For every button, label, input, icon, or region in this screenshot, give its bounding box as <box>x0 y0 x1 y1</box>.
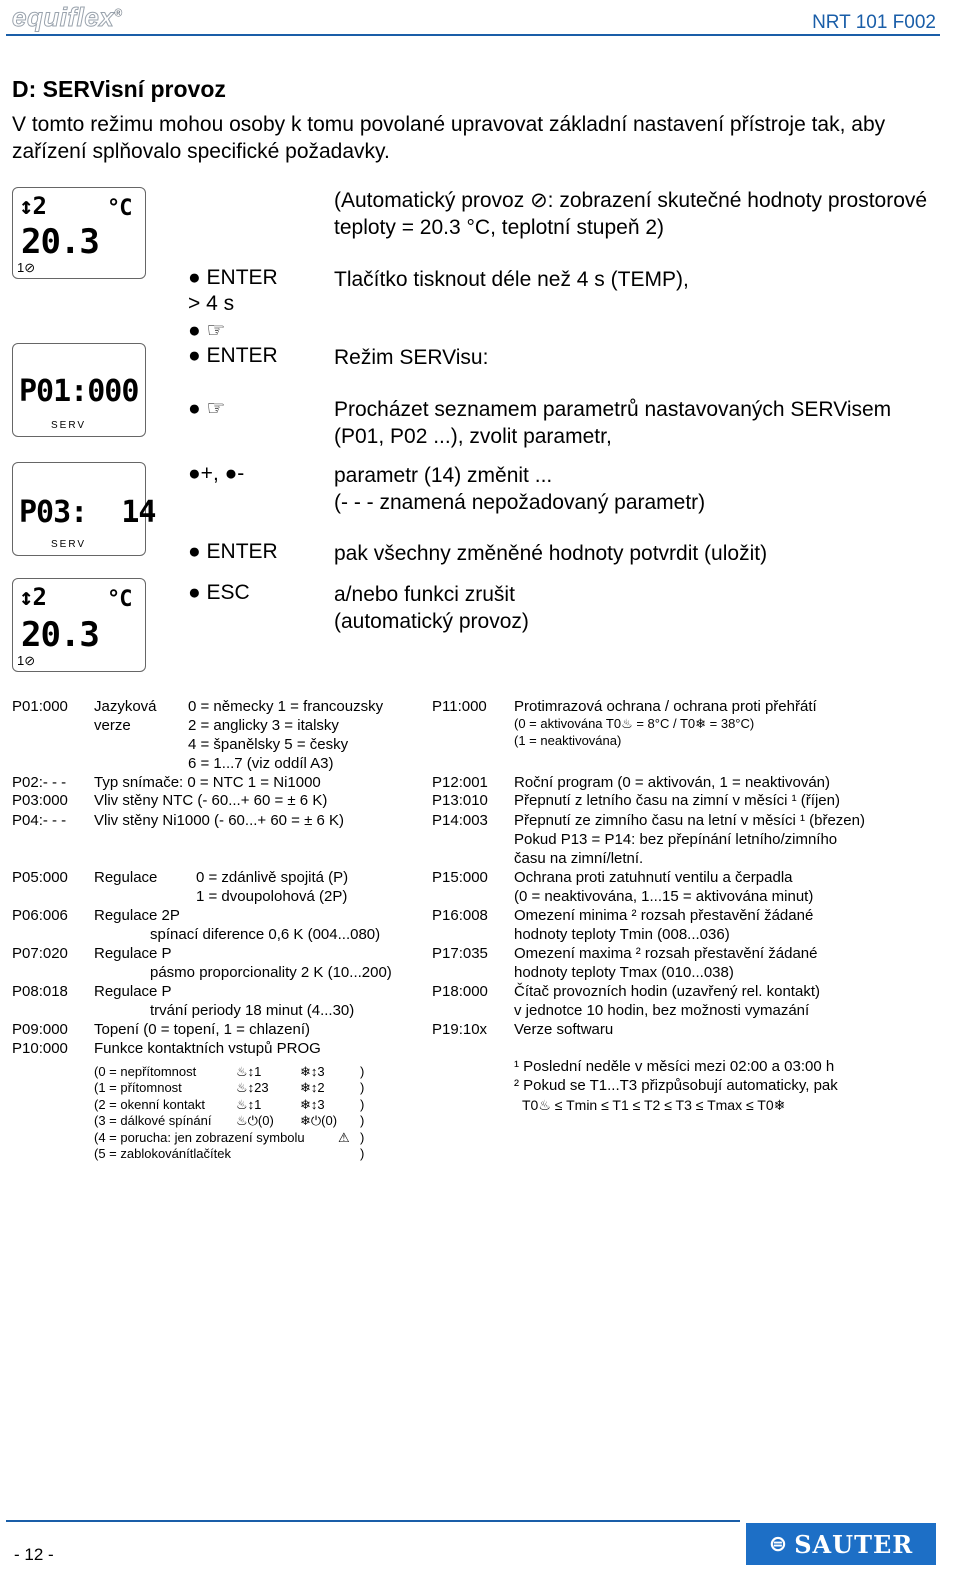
param-code: P15:000 <box>432 869 488 886</box>
param-code: P04:- - - <box>12 812 67 829</box>
param-value: 6 = 1...7 (viz oddíl A3) <box>188 755 334 772</box>
param-value: trvání periody 18 minut (4...30) <box>150 1002 355 1019</box>
key-esc: ● ESC <box>188 581 250 604</box>
lcd-temperature: 20.3 <box>21 615 99 655</box>
param-code: P11:000 <box>432 698 487 715</box>
prog-cool-symbol: ❄↕3 <box>300 1097 325 1112</box>
lcd-display-p03 <box>12 462 156 556</box>
key-enter: ● ENTER <box>188 266 278 289</box>
param-value: 4 = španělsky 5 = česky <box>188 736 349 753</box>
param-name: Vliv stěny NTC (- 60...+ 60 = ± 6 K) <box>94 792 328 809</box>
lcd-auto-icon: 1⊘ <box>17 653 36 668</box>
param-code: P18:000 <box>432 983 488 1000</box>
lcd-display-auto <box>12 187 146 279</box>
lcd-temperature: 20.3 <box>21 222 99 262</box>
document-id: NRT 101 F002 <box>812 12 936 33</box>
section-intro: V tomto režimu mohou osoby k tomu povolané upravovat základní nastavení přístroje tak, aby zařízení splňovalo specifické požadavky. <box>12 113 886 163</box>
prog-bracket: ) <box>360 1146 365 1161</box>
param-name: verze <box>94 717 131 734</box>
param-value: pásmo proporcionality 2 K (10...200) <box>150 964 392 981</box>
step-browse-params: Procházet seznamem parametrů nastavovaných SERVisem (P01, P02 ...), zvolit parametr, <box>334 398 892 448</box>
page-number: - 12 - <box>14 1545 54 1564</box>
param-description: Verze softwaru <box>514 1021 614 1038</box>
param-code: P02:- - - <box>12 774 67 791</box>
param-code: P07:020 <box>12 945 68 962</box>
step-service-mode: Režim SERVisu: <box>334 346 489 369</box>
param-name: Topení (0 = topení, 1 = chlazení) <box>94 1021 310 1038</box>
param-code: P17:035 <box>432 945 488 962</box>
lcd-display-p01 <box>12 343 146 437</box>
lcd-level: ↕2 <box>19 192 46 220</box>
step-hold-description: Tlačítko tisknout déle než 4 s (TEMP), <box>334 268 689 291</box>
prog-option: (1 = přítomnost <box>94 1080 182 1095</box>
param-description: Čítač provozních hodin (uzavřený rel. kontakt) <box>514 983 820 1000</box>
prog-cool-symbol: ❄⏻(0) <box>300 1113 338 1128</box>
param-code: P10:000 <box>12 1040 68 1057</box>
prog-heat-symbol: ⚠ <box>338 1130 350 1145</box>
param-description: Protimrazová ochrana / ochrana proti přehřátí <box>514 698 817 715</box>
prog-option: (0 = nepřítomnost <box>94 1064 197 1079</box>
param-code: P08:018 <box>12 983 68 1000</box>
header-rule <box>6 34 940 36</box>
equiflex-logo: equiflex® <box>12 2 123 32</box>
key-turn-icon: ● ☞ <box>188 319 226 342</box>
param-description: hodnoty teploty Tmin (008...036) <box>514 926 730 943</box>
prog-heat-symbol: ♨↕1 <box>236 1097 262 1112</box>
param-description: hodnoty teploty Tmax (010...038) <box>514 964 734 981</box>
step-confirm: pak všechny změněné hodnoty potvrdit (uložit) <box>334 542 768 565</box>
footnote-1: ¹ Poslední neděle v měsíci mezi 02:00 a 03:00 h <box>514 1058 835 1075</box>
param-code: P01:000 <box>12 698 68 715</box>
prog-bracket: ) <box>360 1130 365 1145</box>
step-auto-description: (Automatický provoz ⊘: zobrazení skutečné hodnoty prostorové teploty = 20.3 °C, teplotní stupeň 2) <box>334 189 928 239</box>
lcd-auto-icon: 1⊘ <box>17 260 36 275</box>
param-description: Ochrana proti zatuhnutí ventilu a čerpadla <box>514 869 793 886</box>
param-name: Regulace P <box>94 945 172 962</box>
param-description: (0 = neaktivována, 1...15 = aktivována minut) <box>514 888 814 905</box>
param-name: Regulace 2P <box>94 907 180 924</box>
sauter-logo-icon: ⊜ <box>768 1531 789 1557</box>
param-name: Vliv stěny Ni1000 (- 60...+ 60 = ± 6 K) <box>94 812 345 829</box>
param-name: Regulace <box>94 869 158 886</box>
lcd-parameter: P03: 14 <box>19 495 156 530</box>
prog-heat-symbol: ♨↕23 <box>236 1080 269 1095</box>
prog-cool-symbol: ❄↕2 <box>300 1080 325 1095</box>
param-name: Typ snímače: 0 = NTC 1 = Ni1000 <box>94 774 321 791</box>
footnote-2: ² Pokud se T1...T3 přizpůsobují automaticky, pak <box>514 1077 838 1094</box>
lcd-display-auto-return <box>12 578 146 672</box>
param-value: 2 = anglicky 3 = italsky <box>188 717 339 734</box>
step-cancel: a/nebo funkci zrušit <box>334 583 515 606</box>
footer-rule <box>6 1520 740 1522</box>
lcd-serv-label: SERV <box>51 420 87 431</box>
prog-cool-symbol: ❄↕3 <box>300 1064 325 1079</box>
key-plus-minus: ●+, ●- <box>188 462 245 485</box>
lcd-level: ↕2 <box>19 583 46 611</box>
param-name: Jazyková <box>94 698 157 715</box>
lcd-parameter: P01:000 <box>19 374 139 409</box>
param-description: v jednotce 10 hodin, bez možnosti vymazání <box>514 1002 810 1019</box>
param-description: Omezení minima ² rozsah přestavění žádané <box>514 907 814 924</box>
section-title: D: SERVisní provoz <box>12 76 226 102</box>
sauter-brand: ⊜ SAUTER <box>746 1523 936 1565</box>
param-value: 0 = německy 1 = francouzsky <box>188 698 384 715</box>
param-value: spínací diference 0,6 K (004...080) <box>150 926 381 943</box>
param-name: Regulace P <box>94 983 172 1000</box>
param-code: P12:001 <box>432 774 488 791</box>
param-code: P09:000 <box>12 1021 68 1038</box>
param-value: 0 = zdánlivě spojitá (P) <box>196 869 349 886</box>
param-code: P03:000 <box>12 792 68 809</box>
step-unwanted-param-note: (- - - znamená nepožadovaný parametr) <box>334 491 706 514</box>
prog-heat-symbol: ♨↕1 <box>236 1064 262 1079</box>
prog-bracket: ) <box>360 1097 365 1112</box>
prog-bracket: ) <box>360 1080 365 1095</box>
param-code: P16:008 <box>432 907 488 924</box>
param-code: P19:10x <box>432 1021 488 1038</box>
step-change-param: parametr (14) změnit ... <box>334 464 553 487</box>
key-turn-icon: ● ☞ <box>188 397 226 420</box>
key-enter: ● ENTER <box>188 540 278 563</box>
prog-heat-symbol: ♨⏻(0) <box>236 1113 274 1128</box>
key-hold-duration: > 4 s <box>188 292 235 315</box>
prog-option: (4 = porucha: jen zobrazení symbolu <box>94 1130 305 1145</box>
prog-bracket: ) <box>360 1064 365 1079</box>
step-cancel-auto: (automatický provoz) <box>334 610 529 633</box>
lcd-serv-label: SERV <box>51 539 87 550</box>
prog-bracket: ) <box>360 1113 365 1128</box>
param-code: P05:000 <box>12 869 68 886</box>
key-enter: ● ENTER <box>188 344 278 367</box>
param-name: Funkce kontaktních vstupů PROG <box>94 1040 321 1057</box>
param-value: 1 = dvoupolohová (2P) <box>196 888 348 905</box>
lcd-unit: °C <box>107 196 132 221</box>
param-description: (0 = aktivována T0♨ = 8°C / T0❄ = 38°C) <box>514 716 755 731</box>
param-description: času na zimní/letní. <box>514 850 644 867</box>
prog-option: (5 = zablokovánítlačítek <box>94 1146 231 1161</box>
param-code: P06:006 <box>12 907 68 924</box>
param-description: Roční program (0 = aktivován, 1 = neaktivován) <box>514 774 830 791</box>
prog-option: (3 = dálkové spínání <box>94 1113 212 1128</box>
prog-option: (2 = okenní kontakt <box>94 1097 205 1112</box>
param-description: Pokud P13 = P14: bez přepínání letního/zimního <box>514 831 838 848</box>
param-description: (1 = neaktivována) <box>514 733 622 748</box>
param-description: Přepnutí z letního času na zimní v měsíci ¹ (říjen) <box>514 792 840 809</box>
footnote-2-formula: T0♨ ≤ Tmin ≤ T1 ≤ T2 ≤ T3 ≤ Tmax ≤ T0❄ <box>522 1097 786 1113</box>
param-description: Přepnutí ze zimního času na letní v měsíci ¹ (březen) <box>514 812 865 829</box>
param-description: Omezení maxima ² rozsah přestavění žádané <box>514 945 818 962</box>
lcd-unit: °C <box>107 587 132 612</box>
param-code: P13:010 <box>432 792 488 809</box>
param-code: P14:003 <box>432 812 488 829</box>
